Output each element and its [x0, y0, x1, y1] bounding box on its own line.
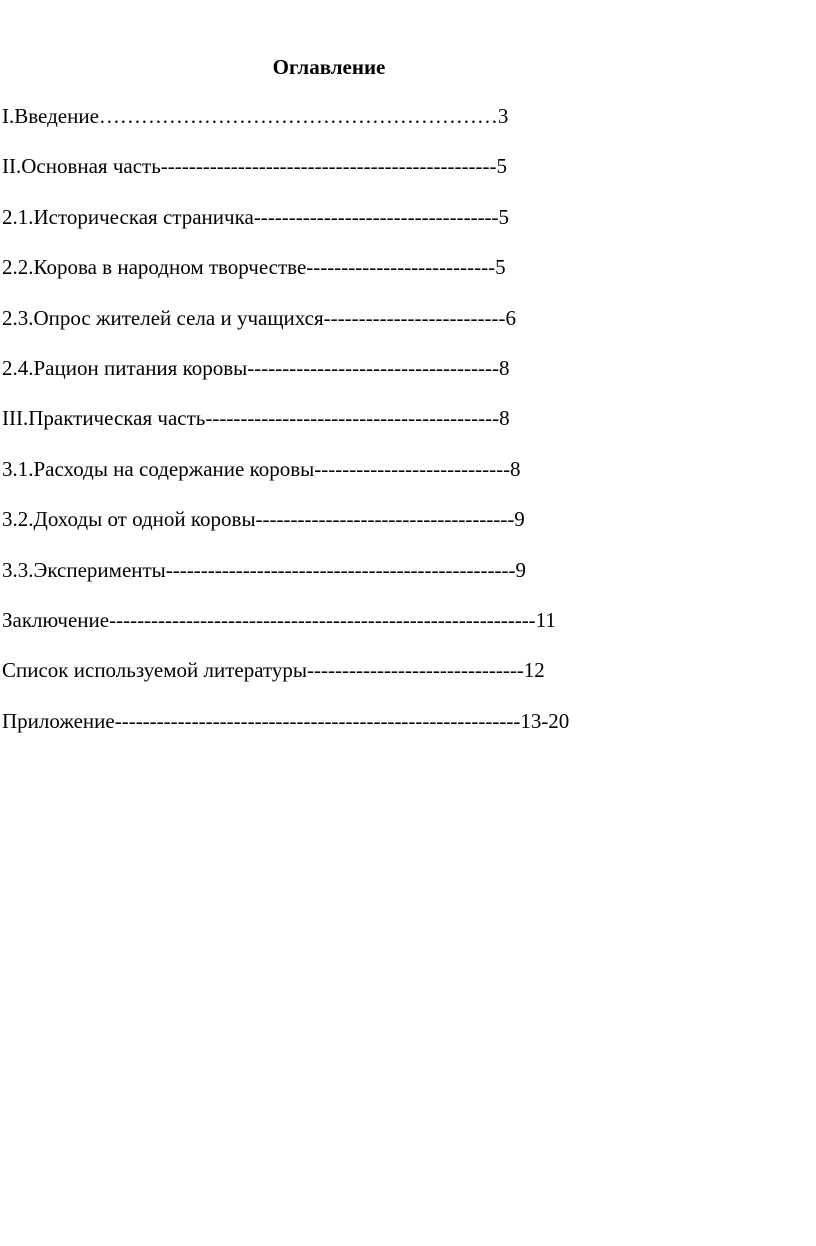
toc-entry-historical-page: 2.1.Историческая страничка-----------------------------------5 — [2, 204, 510, 229]
toc-entry-main-part: II.Основная часть------------------------------------------------5 — [2, 154, 507, 179]
toc-entry-survey: 2.3.Опрос жителей села и учащихся--------------------------6 — [2, 305, 516, 330]
toc-entry-experiments: 3.3.Эксперименты--------------------------------------------------9 — [2, 557, 526, 582]
toc-entry-introduction: I.Введение…………………………………………………3 — [2, 104, 509, 128]
toc-entry-references: Список используемой литературы-------------------------------12 — [2, 658, 545, 683]
toc-entry-cow-income: 3.2.Доходы от одной коровы-------------------------------------9 — [2, 507, 525, 532]
toc-entry-appendix: Приложение----------------------------------------------------------13-20 — [2, 708, 570, 733]
toc-entry-cow-diet: 2.4.Рацион питания коровы------------------------------------8 — [2, 355, 510, 380]
page-title: Оглавление — [272, 55, 386, 79]
toc-entry-cow-in-folk-art: 2.2.Корова в народном творчестве---------------------------5 — [2, 255, 506, 280]
toc-entry-practical-part: III.Практическая часть------------------------------------------8 — [2, 406, 510, 431]
toc-entry-cow-expenses: 3.1.Расходы на содержание коровы----------------------------8 — [2, 456, 521, 481]
toc-entry-conclusion: Заключение-------------------------------------------------------------11 — [2, 607, 556, 632]
table-of-contents — [2, 96, 569, 751]
